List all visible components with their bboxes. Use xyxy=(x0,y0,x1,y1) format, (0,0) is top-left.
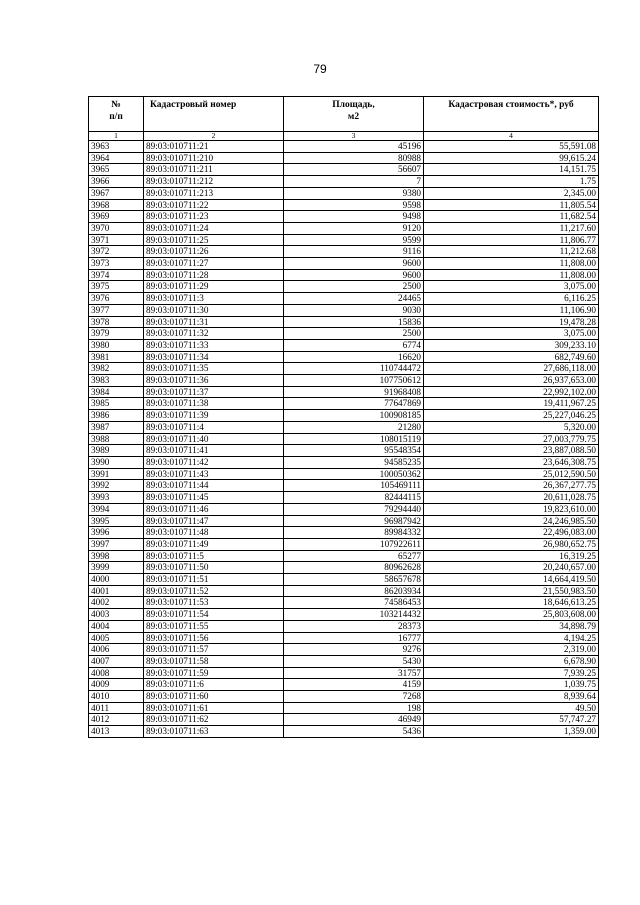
cadastral-cost: 14,664,419.50 xyxy=(424,574,599,586)
cadastral-number: 89:03:010711:27 xyxy=(144,258,284,270)
cadastral-cost: 16,319.25 xyxy=(424,550,599,562)
cadastral-cost: 25,227,046.25 xyxy=(424,410,599,422)
cadastral-cost: 6,116.25 xyxy=(424,293,599,305)
table-row xyxy=(89,456,599,468)
cadastral-cost: 11,805.54 xyxy=(424,199,599,211)
row-number: 4001 xyxy=(89,585,144,597)
row-number: 4006 xyxy=(89,644,144,656)
cadastral-cost: 8,939.64 xyxy=(424,691,599,703)
cadastral-cost: 309,233.10 xyxy=(424,339,599,351)
area-value: 5436 xyxy=(284,726,424,738)
cadastral-number: 89:03:010711:35 xyxy=(144,363,284,375)
page-number: 79 xyxy=(313,62,327,76)
area-value: 24465 xyxy=(284,293,424,305)
cadastral-registry-table xyxy=(88,96,599,738)
cadastral-cost: 2,319.00 xyxy=(424,644,599,656)
cadastral-number: 89:03:010711:44 xyxy=(144,480,284,492)
row-number: 3996 xyxy=(89,527,144,539)
cadastral-number: 89:03:010711:211 xyxy=(144,164,284,176)
cadastral-number: 89:03:010711:48 xyxy=(144,527,284,539)
cadastral-cost: 25,012,590.50 xyxy=(424,468,599,480)
row-number: 4004 xyxy=(89,620,144,632)
area-value: 21280 xyxy=(284,421,424,433)
row-number: 3976 xyxy=(89,293,144,305)
cadastral-number: 89:03:010711:51 xyxy=(144,574,284,586)
table-row xyxy=(89,421,599,433)
table-row xyxy=(89,304,599,316)
table-row xyxy=(89,281,599,293)
header-cadastral-number: Кадастровый номер xyxy=(144,97,284,132)
cadastral-cost: 11,682.54 xyxy=(424,211,599,223)
table-row xyxy=(89,574,599,586)
table-row xyxy=(89,632,599,644)
row-number: 3989 xyxy=(89,445,144,457)
cadastral-number: 89:03:010711:61 xyxy=(144,702,284,714)
area-value: 110744472 xyxy=(284,363,424,375)
row-number: 3991 xyxy=(89,468,144,480)
cadastral-cost: 11,217.60 xyxy=(424,222,599,234)
cadastral-cost: 1,359.00 xyxy=(424,726,599,738)
cadastral-cost: 11,808.00 xyxy=(424,269,599,281)
cadastral-cost: 27,686,118.00 xyxy=(424,363,599,375)
table-row xyxy=(89,655,599,667)
area-value: 9600 xyxy=(284,258,424,270)
cadastral-cost: 3,075.00 xyxy=(424,328,599,340)
row-number: 4012 xyxy=(89,714,144,726)
area-value: 94585235 xyxy=(284,456,424,468)
cadastral-cost: 11,106.90 xyxy=(424,304,599,316)
cadastral-cost: 14,151.75 xyxy=(424,164,599,176)
cadastral-number: 89:03:010711:60 xyxy=(144,691,284,703)
row-number: 4010 xyxy=(89,691,144,703)
row-number: 3971 xyxy=(89,234,144,246)
area-value: 31757 xyxy=(284,667,424,679)
table-row xyxy=(89,468,599,480)
area-value: 9600 xyxy=(284,269,424,281)
row-number: 3987 xyxy=(89,421,144,433)
cadastral-cost: 19,823,610.00 xyxy=(424,503,599,515)
row-number: 3981 xyxy=(89,351,144,363)
column-number: 2 xyxy=(144,132,284,141)
area-value: 74586453 xyxy=(284,597,424,609)
area-value: 107750612 xyxy=(284,375,424,387)
table-row xyxy=(89,445,599,457)
area-value: 56607 xyxy=(284,164,424,176)
table-row xyxy=(89,562,599,574)
cadastral-cost: 21,550,983.50 xyxy=(424,585,599,597)
table-row xyxy=(89,527,599,539)
row-number: 3986 xyxy=(89,410,144,422)
area-value: 107922611 xyxy=(284,538,424,550)
cadastral-cost: 25,803,608.00 xyxy=(424,609,599,621)
cadastral-cost: 5,320.00 xyxy=(424,421,599,433)
area-value: 103214432 xyxy=(284,609,424,621)
table-row xyxy=(89,164,599,176)
table-row xyxy=(89,363,599,375)
area-value: 91968408 xyxy=(284,386,424,398)
cadastral-number: 89:03:010711:38 xyxy=(144,398,284,410)
row-number: 3969 xyxy=(89,211,144,223)
row-number: 3984 xyxy=(89,386,144,398)
row-number: 4008 xyxy=(89,667,144,679)
cadastral-number: 89:03:010711:4 xyxy=(144,421,284,433)
table-row xyxy=(89,269,599,281)
area-value: 7268 xyxy=(284,691,424,703)
cadastral-number: 89:03:010711:28 xyxy=(144,269,284,281)
row-number: 3995 xyxy=(89,515,144,527)
area-value: 4159 xyxy=(284,679,424,691)
row-number: 3990 xyxy=(89,456,144,468)
cadastral-number: 89:03:010711:6 xyxy=(144,679,284,691)
row-number: 4011 xyxy=(89,702,144,714)
cadastral-number: 89:03:010711:212 xyxy=(144,176,284,188)
area-value: 2500 xyxy=(284,328,424,340)
area-value: 9599 xyxy=(284,234,424,246)
area-value: 16620 xyxy=(284,351,424,363)
cadastral-cost: 99,615.24 xyxy=(424,152,599,164)
table-row xyxy=(89,679,599,691)
cadastral-number: 89:03:010711:46 xyxy=(144,503,284,515)
cadastral-number: 89:03:010711:26 xyxy=(144,246,284,258)
header-num: № п/п xyxy=(89,97,144,132)
row-number: 3970 xyxy=(89,222,144,234)
table-row xyxy=(89,328,599,340)
table-row xyxy=(89,515,599,527)
area-value: 80962628 xyxy=(284,562,424,574)
table-row xyxy=(89,714,599,726)
table-row xyxy=(89,222,599,234)
table-row xyxy=(89,433,599,445)
table-row xyxy=(89,702,599,714)
header-row xyxy=(89,97,599,132)
cadastral-number: 89:03:010711:49 xyxy=(144,538,284,550)
cadastral-number: 89:03:010711:37 xyxy=(144,386,284,398)
cadastral-cost: 55,591.08 xyxy=(424,141,599,153)
cadastral-cost: 27,003,779.75 xyxy=(424,433,599,445)
row-number: 3999 xyxy=(89,562,144,574)
column-number: 1 xyxy=(89,132,144,141)
area-value: 9120 xyxy=(284,222,424,234)
cadastral-cost: 7,939.25 xyxy=(424,667,599,679)
area-value: 15836 xyxy=(284,316,424,328)
row-number: 4013 xyxy=(89,726,144,738)
table-row xyxy=(89,667,599,679)
cadastral-cost: 26,937,653.00 xyxy=(424,375,599,387)
area-value: 16777 xyxy=(284,632,424,644)
area-value: 77647869 xyxy=(284,398,424,410)
cadastral-number: 89:03:010711:210 xyxy=(144,152,284,164)
row-number: 3972 xyxy=(89,246,144,258)
table-row xyxy=(89,293,599,305)
cadastral-cost: 23,646,308.75 xyxy=(424,456,599,468)
row-number: 4003 xyxy=(89,609,144,621)
cadastral-cost: 4,194.25 xyxy=(424,632,599,644)
area-value: 100908185 xyxy=(284,410,424,422)
row-number: 4002 xyxy=(89,597,144,609)
row-number: 3980 xyxy=(89,339,144,351)
area-value: 28373 xyxy=(284,620,424,632)
cadastral-number: 89:03:010711:63 xyxy=(144,726,284,738)
table-row xyxy=(89,597,599,609)
table-row xyxy=(89,176,599,188)
cadastral-number: 89:03:010711:3 xyxy=(144,293,284,305)
cadastral-number: 89:03:010711:45 xyxy=(144,492,284,504)
cadastral-number: 89:03:010711:57 xyxy=(144,644,284,656)
row-number: 3992 xyxy=(89,480,144,492)
cadastral-number: 89:03:010711:53 xyxy=(144,597,284,609)
cadastral-cost: 26,367,277.75 xyxy=(424,480,599,492)
cadastral-cost: 26,980,652.75 xyxy=(424,538,599,550)
header-area: Площадь, м2 xyxy=(284,97,424,132)
area-value: 89984332 xyxy=(284,527,424,539)
table-row xyxy=(89,550,599,562)
row-number: 3998 xyxy=(89,550,144,562)
table-row xyxy=(89,234,599,246)
row-number: 3968 xyxy=(89,199,144,211)
row-number: 3964 xyxy=(89,152,144,164)
row-number: 3988 xyxy=(89,433,144,445)
cadastral-number: 89:03:010711:5 xyxy=(144,550,284,562)
cadastral-number: 89:03:010711:36 xyxy=(144,375,284,387)
table-row xyxy=(89,398,599,410)
row-number: 3965 xyxy=(89,164,144,176)
table-row xyxy=(89,609,599,621)
row-number: 3979 xyxy=(89,328,144,340)
area-value: 82444115 xyxy=(284,492,424,504)
area-value: 198 xyxy=(284,702,424,714)
header-cadastral-cost: Кадастровая стоимость*, руб xyxy=(424,97,599,132)
row-number: 3993 xyxy=(89,492,144,504)
area-value: 9598 xyxy=(284,199,424,211)
row-number: 3983 xyxy=(89,375,144,387)
cadastral-cost: 23,887,088.50 xyxy=(424,445,599,457)
table-row xyxy=(89,316,599,328)
column-number: 4 xyxy=(424,132,599,141)
table-body xyxy=(89,141,599,738)
table-row xyxy=(89,375,599,387)
area-value: 5430 xyxy=(284,655,424,667)
cadastral-cost: 24,246,985.50 xyxy=(424,515,599,527)
area-value: 6774 xyxy=(284,339,424,351)
cadastral-number: 89:03:010711:59 xyxy=(144,667,284,679)
area-value: 100050362 xyxy=(284,468,424,480)
row-number: 3982 xyxy=(89,363,144,375)
cadastral-number: 89:03:010711:33 xyxy=(144,339,284,351)
area-value: 65277 xyxy=(284,550,424,562)
area-value: 9276 xyxy=(284,644,424,656)
cadastral-cost: 11,808.00 xyxy=(424,258,599,270)
table-row xyxy=(89,339,599,351)
cadastral-cost: 1.75 xyxy=(424,176,599,188)
table-row xyxy=(89,199,599,211)
table-row xyxy=(89,620,599,632)
cadastral-number: 89:03:010711:24 xyxy=(144,222,284,234)
table-row xyxy=(89,211,599,223)
table-row xyxy=(89,386,599,398)
cadastral-number: 89:03:010711:39 xyxy=(144,410,284,422)
column-number: 3 xyxy=(284,132,424,141)
table-row xyxy=(89,152,599,164)
table-row xyxy=(89,258,599,270)
cadastral-number: 89:03:010711:30 xyxy=(144,304,284,316)
area-value: 95548354 xyxy=(284,445,424,457)
cadastral-cost: 19,411,967.25 xyxy=(424,398,599,410)
row-number: 4007 xyxy=(89,655,144,667)
cadastral-number: 89:03:010711:40 xyxy=(144,433,284,445)
cadastral-cost: 49.50 xyxy=(424,702,599,714)
table-row xyxy=(89,691,599,703)
area-value: 96987942 xyxy=(284,515,424,527)
cadastral-number: 89:03:010711:62 xyxy=(144,714,284,726)
cadastral-cost: 22,496,083.00 xyxy=(424,527,599,539)
row-number: 4009 xyxy=(89,679,144,691)
cadastral-number: 89:03:010711:23 xyxy=(144,211,284,223)
cadastral-number: 89:03:010711:41 xyxy=(144,445,284,457)
row-number: 3978 xyxy=(89,316,144,328)
row-number: 3974 xyxy=(89,269,144,281)
area-value: 9380 xyxy=(284,187,424,199)
area-value: 86203934 xyxy=(284,585,424,597)
cadastral-cost: 11,806.77 xyxy=(424,234,599,246)
table-row xyxy=(89,187,599,199)
cadastral-cost: 19,478.28 xyxy=(424,316,599,328)
area-value: 105469111 xyxy=(284,480,424,492)
cadastral-number: 89:03:010711:21 xyxy=(144,141,284,153)
table-row xyxy=(89,351,599,363)
area-value: 9498 xyxy=(284,211,424,223)
cadastral-number: 89:03:010711:42 xyxy=(144,456,284,468)
cadastral-number: 89:03:010711:55 xyxy=(144,620,284,632)
cadastral-number: 89:03:010711:25 xyxy=(144,234,284,246)
row-number: 3966 xyxy=(89,176,144,188)
row-number: 3985 xyxy=(89,398,144,410)
cadastral-number: 89:03:010711:32 xyxy=(144,328,284,340)
table-row xyxy=(89,246,599,258)
row-number: 3975 xyxy=(89,281,144,293)
cadastral-number: 89:03:010711:50 xyxy=(144,562,284,574)
area-value: 9030 xyxy=(284,304,424,316)
area-value: 108015119 xyxy=(284,433,424,445)
row-number: 3997 xyxy=(89,538,144,550)
table-row xyxy=(89,492,599,504)
table-row xyxy=(89,726,599,738)
table-row xyxy=(89,480,599,492)
area-value: 46949 xyxy=(284,714,424,726)
area-value: 9116 xyxy=(284,246,424,258)
cadastral-number: 89:03:010711:58 xyxy=(144,655,284,667)
area-value: 80988 xyxy=(284,152,424,164)
cadastral-cost: 1,039.75 xyxy=(424,679,599,691)
cadastral-cost: 18,646,613.25 xyxy=(424,597,599,609)
row-number: 3967 xyxy=(89,187,144,199)
cadastral-number: 89:03:010711:47 xyxy=(144,515,284,527)
cadastral-cost: 3,075.00 xyxy=(424,281,599,293)
column-number-row xyxy=(89,132,599,141)
row-number: 4000 xyxy=(89,574,144,586)
row-number: 3963 xyxy=(89,141,144,153)
table-row xyxy=(89,585,599,597)
area-value: 79294440 xyxy=(284,503,424,515)
area-value: 58657678 xyxy=(284,574,424,586)
cadastral-number: 89:03:010711:31 xyxy=(144,316,284,328)
row-number: 4005 xyxy=(89,632,144,644)
cadastral-cost: 20,611,028.75 xyxy=(424,492,599,504)
cadastral-cost: 20,240,657.00 xyxy=(424,562,599,574)
table-row xyxy=(89,644,599,656)
cadastral-cost: 34,898.79 xyxy=(424,620,599,632)
cadastral-number: 89:03:010711:43 xyxy=(144,468,284,480)
cadastral-number: 89:03:010711:213 xyxy=(144,187,284,199)
cadastral-cost: 682,749.60 xyxy=(424,351,599,363)
row-number: 3977 xyxy=(89,304,144,316)
cadastral-number: 89:03:010711:52 xyxy=(144,585,284,597)
row-number: 3973 xyxy=(89,258,144,270)
cadastral-cost: 11,212.68 xyxy=(424,246,599,258)
cadastral-cost: 57,747.27 xyxy=(424,714,599,726)
area-value: 2500 xyxy=(284,281,424,293)
table-row xyxy=(89,410,599,422)
row-number: 3994 xyxy=(89,503,144,515)
area-value: 45196 xyxy=(284,141,424,153)
table-row xyxy=(89,503,599,515)
cadastral-cost: 6,678.90 xyxy=(424,655,599,667)
table-row xyxy=(89,141,599,153)
cadastral-number: 89:03:010711:56 xyxy=(144,632,284,644)
cadastral-number: 89:03:010711:29 xyxy=(144,281,284,293)
cadastral-number: 89:03:010711:54 xyxy=(144,609,284,621)
cadastral-cost: 22,992,102.00 xyxy=(424,386,599,398)
area-value: 7 xyxy=(284,176,424,188)
cadastral-cost: 2,345.00 xyxy=(424,187,599,199)
table-row xyxy=(89,538,599,550)
cadastral-number: 89:03:010711:22 xyxy=(144,199,284,211)
cadastral-number: 89:03:010711:34 xyxy=(144,351,284,363)
